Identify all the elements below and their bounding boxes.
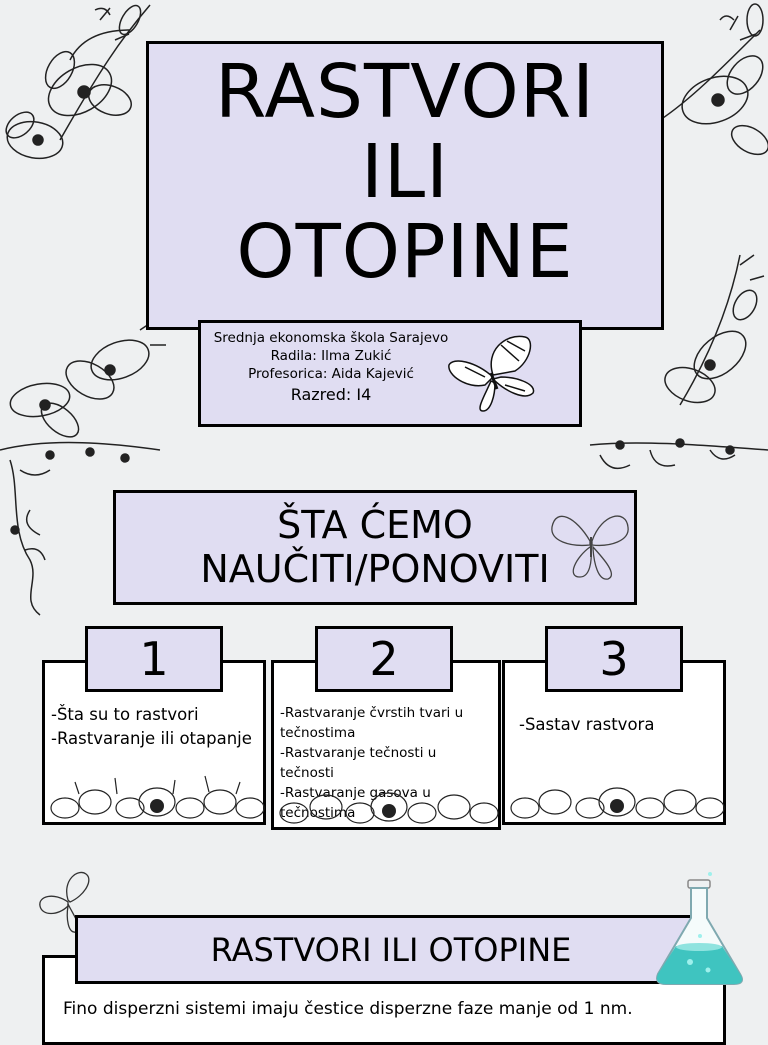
topic-card-1-text — [51, 703, 283, 751]
topic-line: -Rastvaranje gasova u tečnostima — [280, 785, 431, 821]
content-title-box — [75, 915, 707, 984]
page-title — [149, 49, 661, 295]
topic-number-1: 1 — [85, 626, 223, 692]
flower-decoration-top-left — [0, 0, 170, 200]
author-name: Radila: Ilma Zukić — [270, 348, 392, 364]
butterfly-icon — [445, 331, 541, 415]
teacher-name: Profesorica: Aida Kajević — [248, 366, 414, 382]
flower-decoration — [505, 772, 729, 822]
topic-line: -Sastav rastvora — [519, 715, 655, 734]
topic-line: -Rastvaranje tečnosti u tečnosti — [280, 745, 437, 781]
topic-card-3-text — [519, 713, 743, 737]
flask-icon — [650, 870, 750, 990]
topic-line: -Rastvaranje ili otapanje — [51, 729, 252, 748]
section-heading-line-2: NAUČITI/PONOVITI — [200, 547, 550, 591]
info-box — [198, 320, 582, 427]
title-box — [146, 41, 664, 330]
content-text: Fino disperzni sistemi imaju čestice disperzne faze manje od 1 nm. — [63, 999, 633, 1019]
topic-line: -Šta su to rastvori — [51, 705, 199, 724]
school-name: Srednja ekonomska škola Sarajevo — [213, 330, 449, 346]
butterfly-icon — [546, 497, 636, 587]
title-line-3: OTOPINE — [236, 209, 574, 295]
flower-decoration — [274, 777, 504, 827]
section-heading-line-1: ŠTA ĆEMO — [277, 503, 473, 547]
section-heading-box — [113, 490, 637, 605]
title-line-1: RASTVORI — [214, 49, 596, 135]
grade-label: Razred: I4 — [290, 385, 372, 404]
flower-decoration — [45, 772, 269, 822]
topic-number-3: 3 — [545, 626, 683, 692]
topic-number-2: 2 — [315, 626, 453, 692]
topic-line: -Rastvaranje čvrstih tvari u tečnostima — [280, 705, 464, 741]
title-line-2: ILI — [361, 129, 449, 215]
content-title: RASTVORI ILI OTOPINE — [210, 931, 572, 969]
